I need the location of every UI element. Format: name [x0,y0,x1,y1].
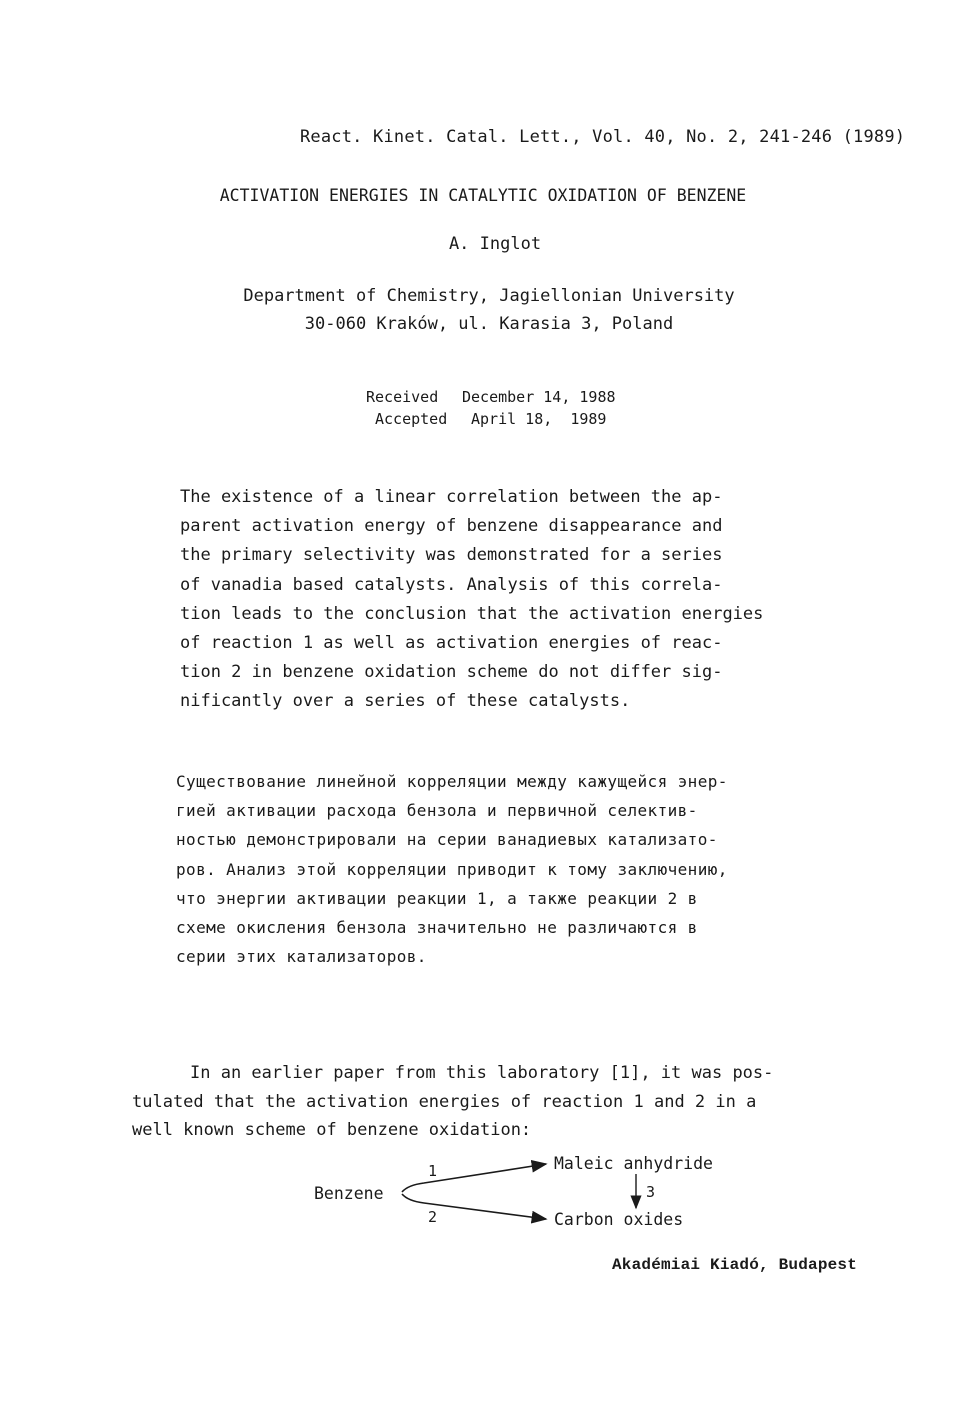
accepted-label: Accepted [375,410,448,428]
abstract-line: Существование линейной корреляции между кажущейся энер- [176,772,728,791]
scheme-label-3: 3 [646,1183,656,1201]
abstract-line: схеме окисления бензола значительно не различаются в [176,918,698,938]
reaction-scheme [300,1150,760,1240]
journal-citation: React. Kinet. Catal. Lett., Vol. 40, No. 2, 241-246 (1989) [300,127,906,147]
scheme-reactant: Benzene [314,1184,384,1203]
abstract-line: of reaction 1 as well as activation energies of reac- [180,633,723,654]
scheme-product-2: Carbon oxides [554,1210,684,1229]
received-date: December 14, 1988 [462,388,616,406]
body-line: tulated that the activation energies of reaction 1 and 2 in a [132,1091,757,1112]
received-label: Received [366,388,439,406]
abstract-line: ностью демонстрировали на серии ванадиевых катализато- [176,830,718,850]
abstract-line: The existence of a linear correlation between the ap- [180,487,723,507]
scheme-product-1: Maleic anhydride [554,1154,713,1173]
abstract-line: что энергии активации реакции 1, а также реакции 2 в [176,888,698,908]
abstract-line: tion leads to the conclusion that the activation energies [180,603,764,624]
abstract-russian [176,767,728,971]
scheme-label-2: 2 [428,1208,438,1226]
abstract-line: nificantly over a series of these catalysts. [180,691,631,712]
abstract-line: гией активации расхода бензола и первичной селектив- [176,801,698,821]
body-line: In an earlier paper from this laboratory [1], it was pos- [190,1063,774,1083]
arrow-reaction-1 [402,1164,546,1192]
abstract-line: серии этих катализаторов. [176,947,427,967]
arrow-reaction-2 [402,1194,546,1219]
abstract-line: tion 2 in benzene oxidation scheme do not differ sig- [180,662,723,683]
submission-dates [366,386,616,430]
abstract-line: the primary selectivity was demonstrated for a series [180,545,723,566]
author-affiliation [0,282,976,338]
scheme-label-1: 1 [428,1162,438,1180]
accepted-date: April 18, 1989 [471,410,607,428]
body-paragraph [132,1059,773,1145]
abstract-english [180,483,763,717]
abstract-line: ров. Анализ этой корреляции приводит к тому заключению, [176,859,728,879]
publisher-imprint: Akadémiai Kiadó, Budapest [612,1256,858,1274]
abstract-line: parent activation energy of benzene disappearance and [180,516,723,537]
article-title: ACTIVATION ENERGIES IN CATALYTIC OXIDATION OF BENZENE [219,186,747,205]
abstract-line: of vanadia based catalysts. Analysis of this correla- [180,574,723,595]
body-line: well known scheme of benzene oxidation: [132,1120,532,1140]
affiliation-line: 30-060 Kraków, ul. Karasia 3, Poland [304,314,674,334]
affiliation-line: Department of Chemistry, Jagiellonian University [243,286,735,306]
article-author: A. Inglot [448,234,542,254]
